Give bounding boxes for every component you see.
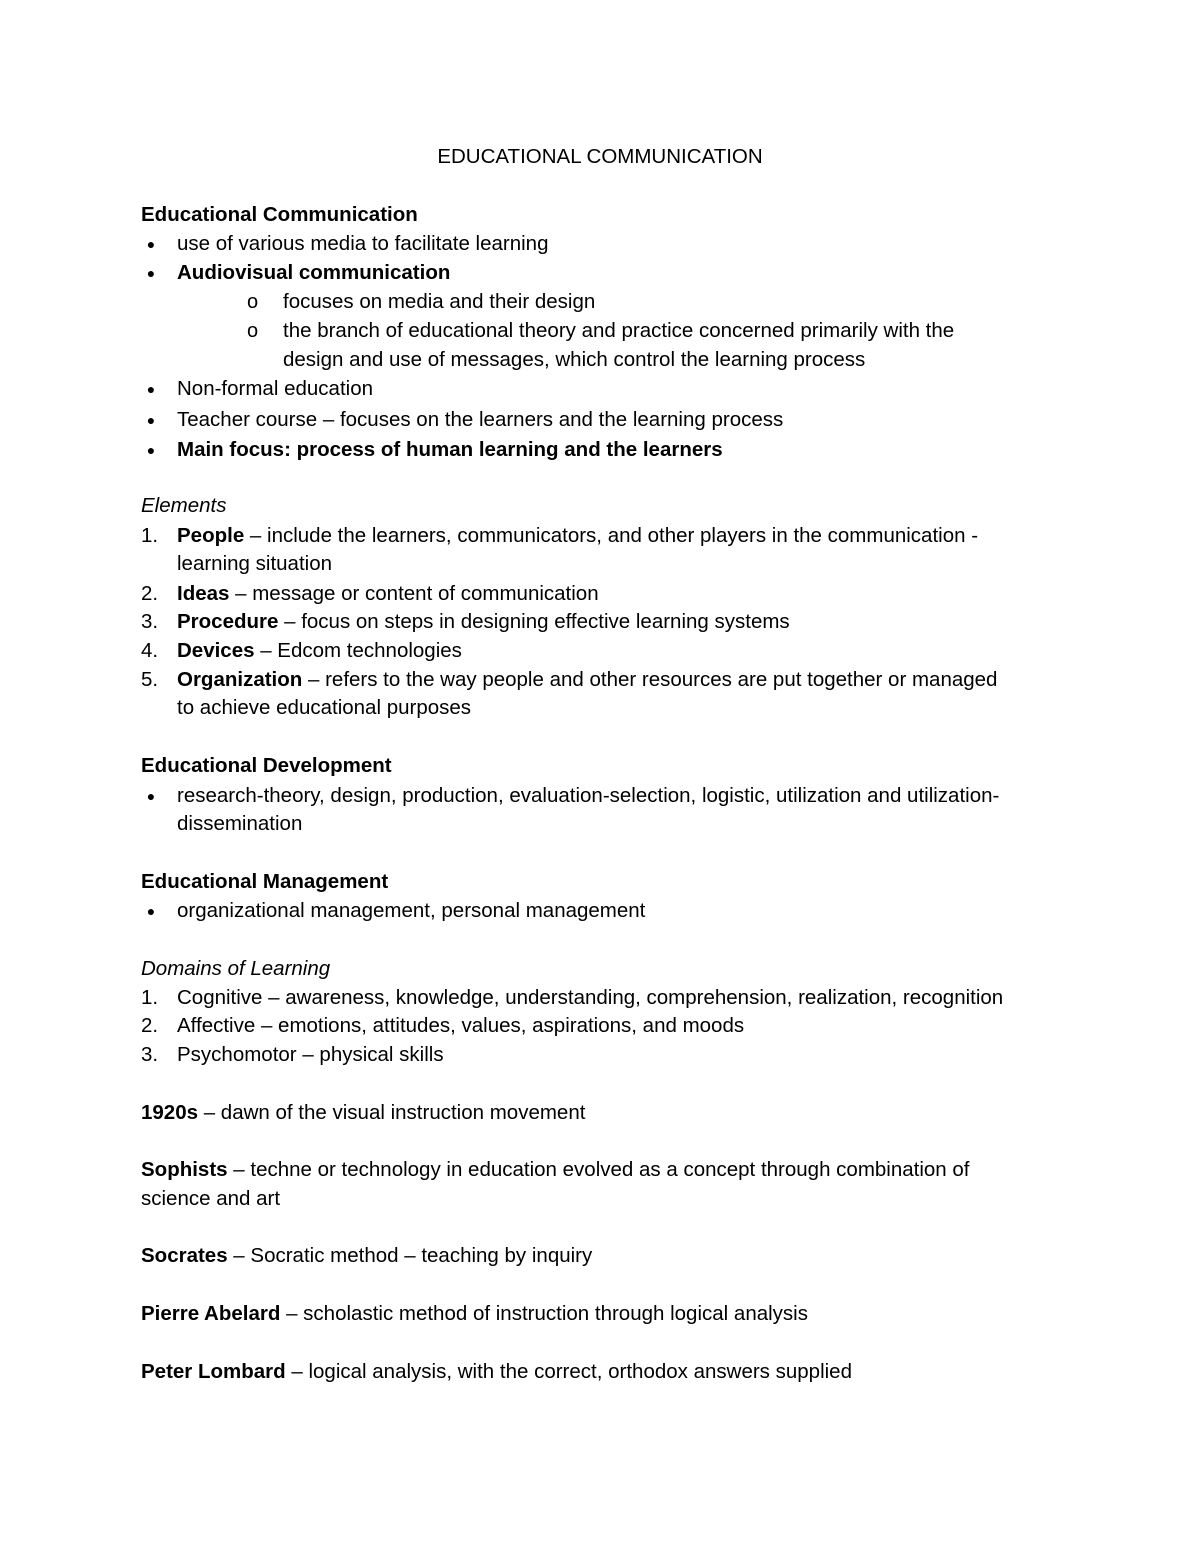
item-term: Devices <box>177 639 255 662</box>
bullet-text: use of various media to facilitate learning <box>177 232 549 255</box>
history-term: Socrates <box>141 1244 228 1267</box>
history-term: Sophists <box>141 1158 228 1181</box>
item-description: – message or content of communication <box>229 582 599 605</box>
history-description: – Socratic method – teaching by inquiry <box>227 1244 593 1267</box>
item-description: – Edcom technologies <box>254 639 462 662</box>
history-continuation: science and art <box>141 1187 281 1210</box>
item-text: Affective – emotions, attitudes, values, aspirations, and moods <box>177 1014 745 1037</box>
heading-domains-of-learning: Domains of Learning <box>141 957 331 980</box>
history-entry <box>141 1099 585 1127</box>
item-text: Cognitive – awareness, knowledge, understanding, comprehension, realization, recognition <box>177 986 1004 1009</box>
bullet-marker: ● <box>146 381 156 397</box>
history-entry <box>141 1300 808 1328</box>
item-description: – include the learners, communicators, and other players in the communication - <box>244 524 979 547</box>
history-description: – dawn of the visual instruction movement <box>198 1101 586 1124</box>
history-entry <box>141 1242 592 1270</box>
item-description: – focus on steps in designing effective learning systems <box>278 610 790 633</box>
sub-bullet-text: the branch of educational theory and practice concerned primarily with the <box>283 319 955 342</box>
heading-elements: Elements <box>141 494 227 517</box>
item-number: 4. <box>141 639 159 662</box>
bullet-text: Main focus: process of human learning and the learners <box>177 438 723 461</box>
history-description: – logical analysis, with the correct, orthodox answers supplied <box>285 1360 852 1383</box>
bullet-marker: ● <box>146 442 156 458</box>
page-title: EDUCATIONAL COMMUNICATION <box>437 145 763 168</box>
sub-bullet-marker: o <box>247 291 259 313</box>
item-number: 1. <box>141 986 159 1009</box>
bullet-text: Non-formal education <box>177 377 373 400</box>
bullet-marker: ● <box>146 265 156 281</box>
history-description: – techne or technology in education evolved as a concept through combination of <box>227 1158 970 1181</box>
history-term: Pierre Abelard <box>141 1302 281 1325</box>
history-entry <box>141 1156 970 1184</box>
sub-bullet-text: focuses on media and their design <box>283 290 596 313</box>
bullet-marker: ● <box>146 412 156 428</box>
item-description: – refers to the way people and other resources are put together or managed <box>302 668 998 691</box>
item-number: 3. <box>141 1043 159 1066</box>
item-text: Psychomotor – physical skills <box>177 1043 444 1066</box>
bullet-marker: ● <box>146 788 156 804</box>
item-number: 2. <box>141 1014 159 1037</box>
history-term: Peter Lombard <box>141 1360 286 1383</box>
item-term: Organization <box>177 668 303 691</box>
item-number: 1. <box>141 524 159 547</box>
heading-educational-communication: Educational Communication <box>141 203 418 226</box>
history-description: – scholastic method of instruction through logical analysis <box>280 1302 808 1325</box>
bullet-text: Audiovisual communication <box>177 261 451 284</box>
heading-educational-development: Educational Development <box>141 754 392 777</box>
bullet-text: organizational management, personal management <box>177 899 646 922</box>
history-term: 1920s <box>141 1101 199 1124</box>
item-term: Procedure <box>177 610 279 633</box>
item-number: 5. <box>141 668 159 691</box>
sub-bullet-continuation: design and use of messages, which control the learning process <box>283 348 866 371</box>
item-continuation: to achieve educational purposes <box>177 696 472 719</box>
item-number: 3. <box>141 610 159 633</box>
item-number: 2. <box>141 582 159 605</box>
sub-bullet-marker: o <box>247 320 259 342</box>
heading-educational-management: Educational Management <box>141 870 389 893</box>
item-term: People <box>177 524 245 547</box>
bullet-text: research-theory, design, production, evaluation-selection, logistic, utilization and utilization- <box>177 784 1000 807</box>
history-entry <box>141 1358 852 1386</box>
bullet-continuation: dissemination <box>177 812 303 835</box>
bullet-text: Teacher course – focuses on the learners and the learning process <box>177 408 784 431</box>
item-term: Ideas <box>177 582 230 605</box>
item-continuation: learning situation <box>177 552 332 575</box>
bullet-marker: ● <box>146 236 156 252</box>
bullet-marker: ● <box>146 903 156 919</box>
